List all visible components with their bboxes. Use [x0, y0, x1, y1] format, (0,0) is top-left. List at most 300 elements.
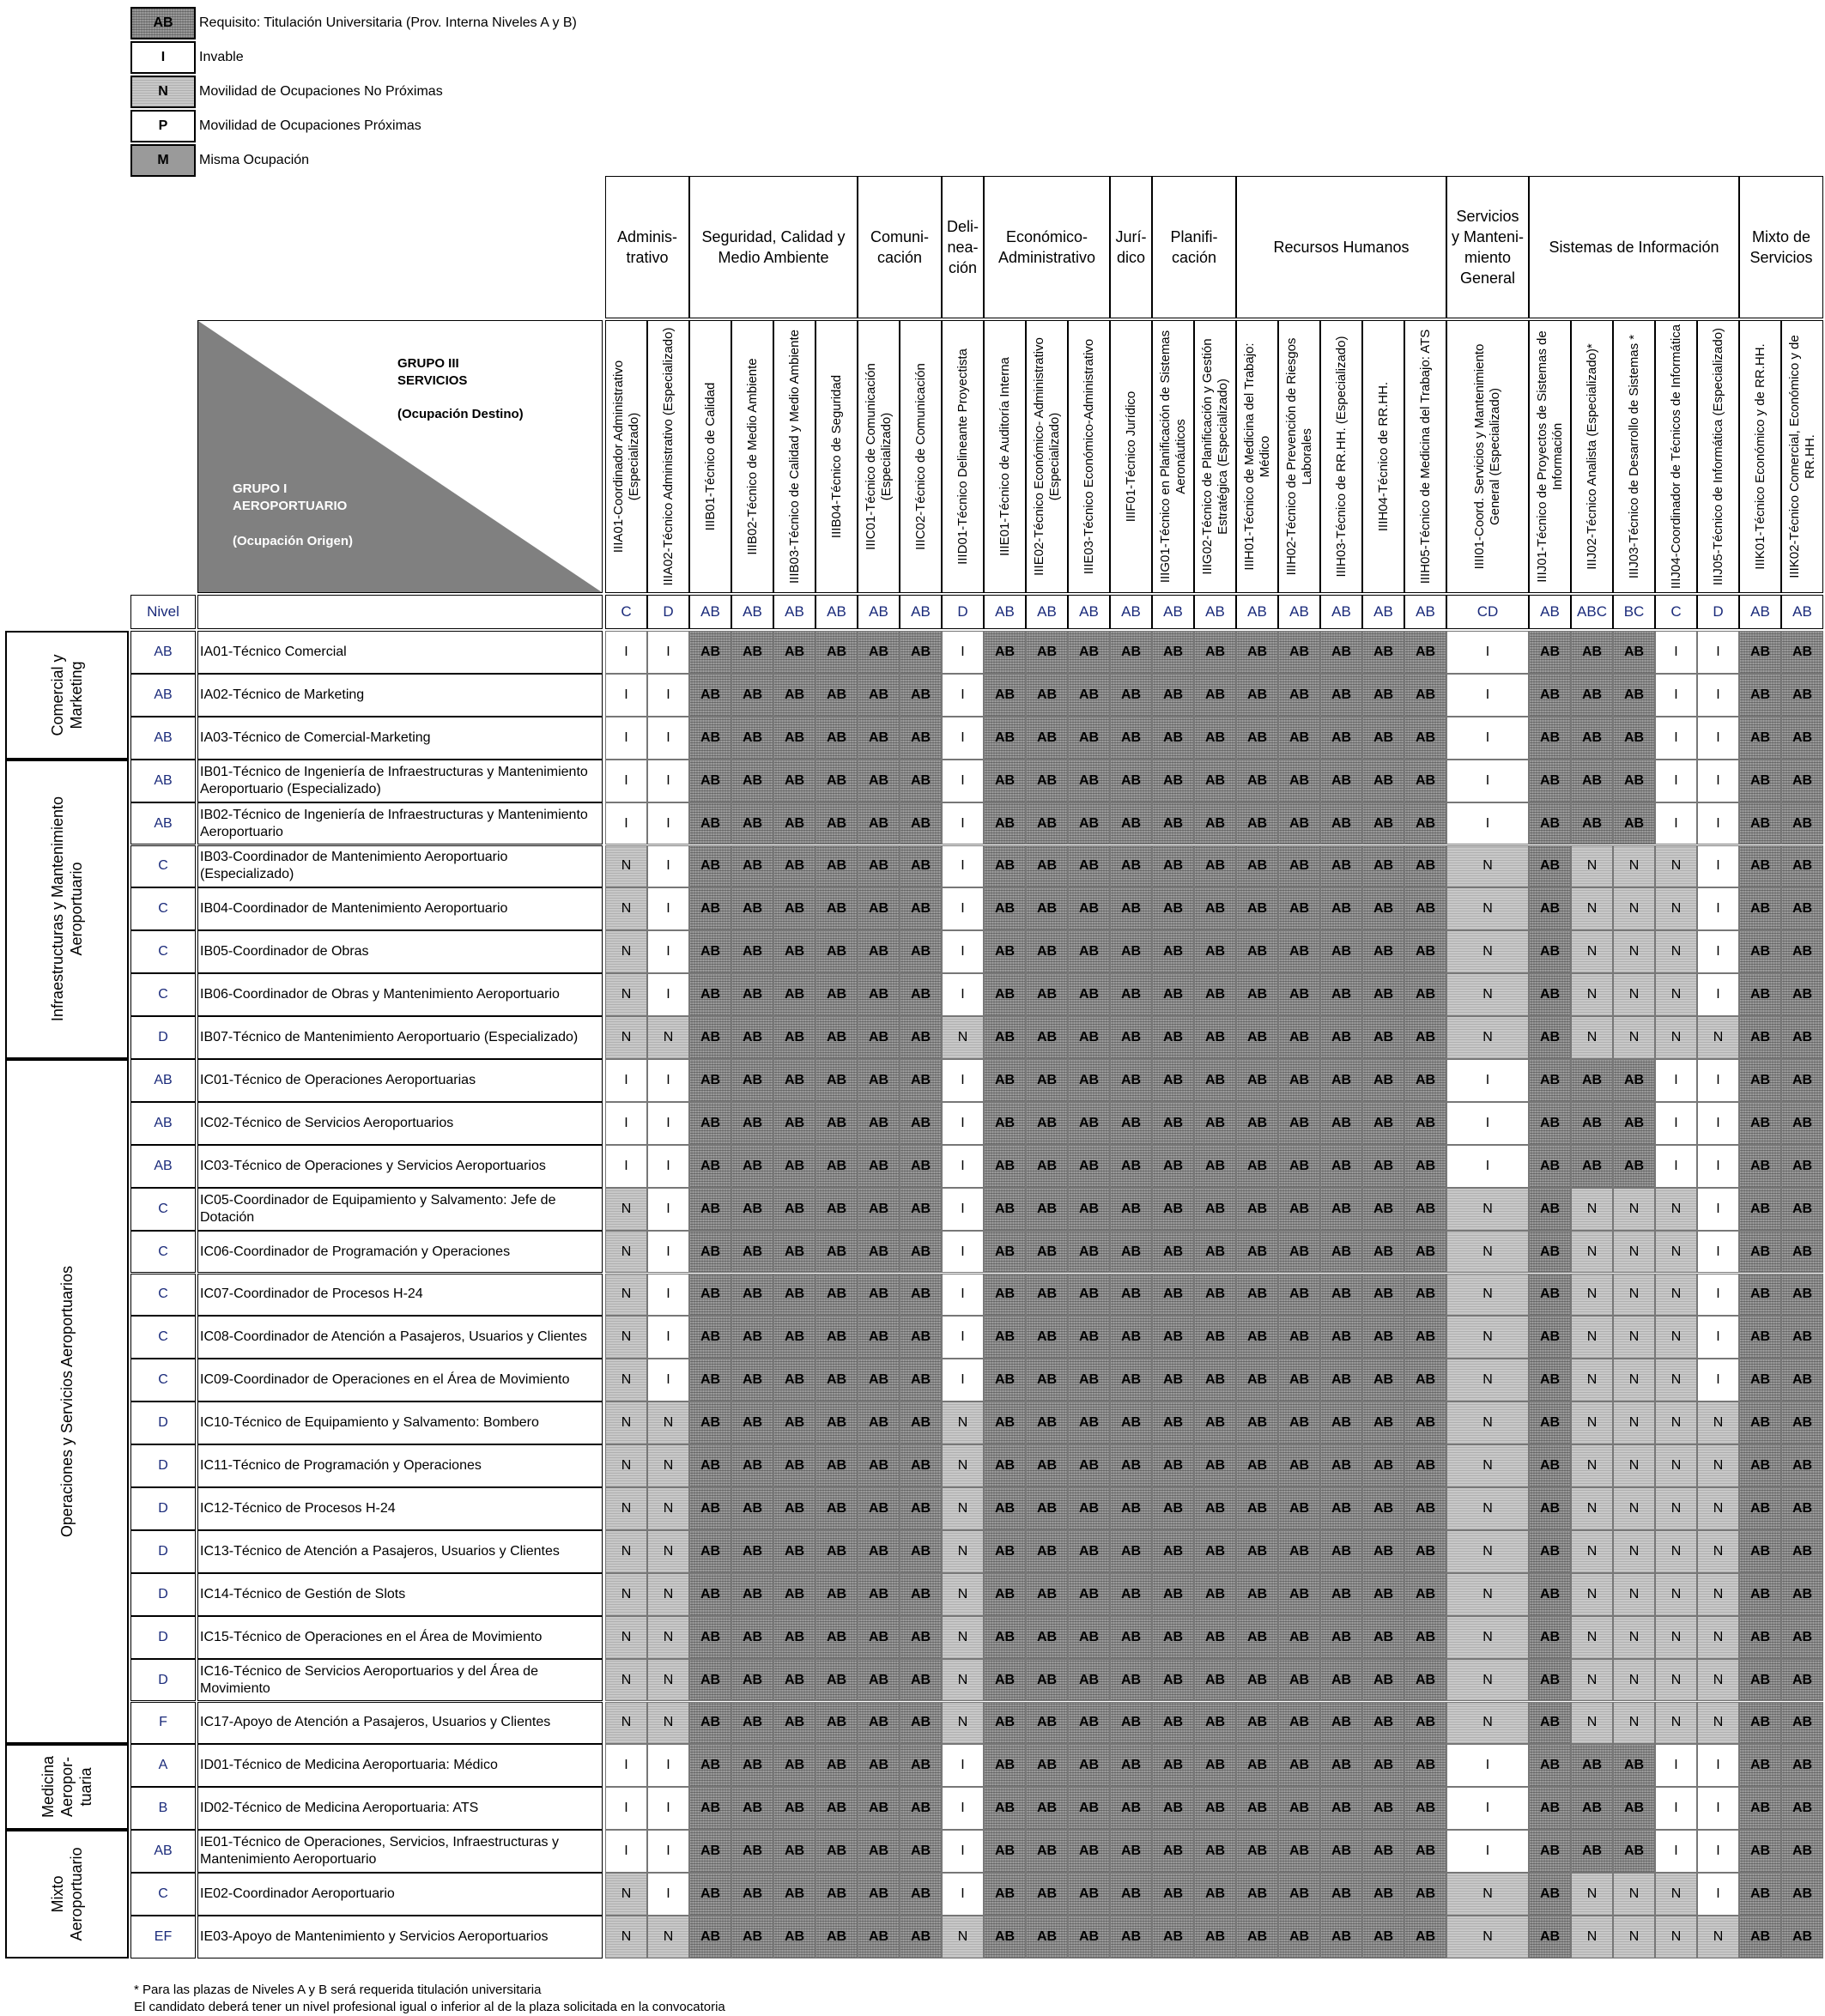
- matrix-cell: AB: [1278, 1145, 1320, 1188]
- origin-occupation: IC07-Coordinador de Procesos H-24: [197, 1274, 603, 1317]
- matrix-cell: AB: [1068, 1059, 1110, 1102]
- matrix-cell: AB: [1278, 1402, 1320, 1444]
- matrix-cell: AB: [1278, 1487, 1320, 1530]
- matrix-cell: AB: [1026, 1787, 1068, 1830]
- matrix-cell: AB: [773, 1274, 815, 1317]
- matrix-cell: N: [605, 1916, 647, 1958]
- origin-group-label: [5, 1744, 129, 1830]
- matrix-cell: AB: [900, 717, 942, 760]
- matrix-cell: AB: [689, 1102, 731, 1145]
- matrix-cell: AB: [858, 1016, 900, 1059]
- matrix-cell: I: [1697, 802, 1739, 845]
- matrix-cell: AB: [1739, 674, 1781, 717]
- category-header: Mixto de Servicios: [1739, 176, 1823, 318]
- matrix-cell: N: [1613, 1402, 1655, 1444]
- column-header-label: IIIE02-Técnico Económico- Administrativo (Especializado): [1031, 337, 1062, 576]
- matrix-cell: AB: [815, 930, 858, 973]
- matrix-cell: AB: [1781, 1702, 1823, 1745]
- matrix-cell: AB: [1739, 1530, 1781, 1573]
- matrix-cell: AB: [773, 1530, 815, 1573]
- matrix-cell: I: [1697, 1188, 1739, 1231]
- matrix-cell: AB: [815, 1402, 858, 1444]
- matrix-cell: AB: [1236, 887, 1278, 930]
- matrix-cell: N: [605, 1402, 647, 1444]
- matrix-cell: AB: [1026, 1145, 1068, 1188]
- category-header: Sistemas de Información: [1529, 176, 1739, 318]
- matrix-cell: AB: [689, 1016, 731, 1059]
- matrix-cell: AB: [1152, 760, 1194, 802]
- matrix-cell: AB: [1026, 1444, 1068, 1487]
- matrix-cell: AB: [1320, 1359, 1362, 1402]
- matrix-cell: N: [1613, 1231, 1655, 1274]
- matrix-cell: AB: [731, 1744, 773, 1787]
- origin-occupation: IC16-Técnico de Servicios Aeroportuarios y del Área de Movimiento: [197, 1659, 603, 1702]
- matrix-cell: AB: [773, 1873, 815, 1916]
- matrix-cell: AB: [1152, 1444, 1194, 1487]
- matrix-cell: I: [1655, 760, 1697, 802]
- matrix-cell: I: [1446, 631, 1529, 674]
- matrix-cell: AB: [1194, 845, 1236, 888]
- matrix-cell: AB: [1404, 1316, 1446, 1359]
- matrix-cell: AB: [1026, 1659, 1068, 1702]
- matrix-cell: AB: [1529, 631, 1571, 674]
- matrix-cell: AB: [1320, 1830, 1362, 1873]
- matrix-cell: I: [1446, 1059, 1529, 1102]
- matrix-cell: I: [942, 802, 984, 845]
- matrix-cell: AB: [731, 1016, 773, 1059]
- matrix-cell: AB: [1068, 760, 1110, 802]
- matrix-cell: N: [647, 1402, 689, 1444]
- matrix-cell: AB: [984, 760, 1026, 802]
- matrix-cell: AB: [1026, 845, 1068, 888]
- column-header: [1026, 320, 1068, 593]
- matrix-cell: AB: [773, 1916, 815, 1958]
- column-header-label: IIID01-Técnico Delineante Proyectista: [955, 348, 970, 565]
- matrix-cell: AB: [1110, 1873, 1152, 1916]
- matrix-cell: AB: [1026, 760, 1068, 802]
- origin-group-text: Comercial y Marketing: [49, 654, 85, 736]
- matrix-cell: AB: [984, 1359, 1026, 1402]
- legend-label: Requisito: Titulación Universitaria (Prov. Interna Niveles A y B): [199, 15, 577, 30]
- matrix-cell: AB: [1236, 1530, 1278, 1573]
- matrix-cell: AB: [1152, 973, 1194, 1016]
- matrix-cell: AB: [1404, 1016, 1446, 1059]
- matrix-cell: AB: [1739, 1616, 1781, 1659]
- matrix-cell: AB: [1194, 1659, 1236, 1702]
- matrix-cell: N: [1697, 1702, 1739, 1745]
- matrix-cell: AB: [858, 1402, 900, 1444]
- matrix-cell: AB: [1278, 1530, 1320, 1573]
- matrix-cell: AB: [815, 1616, 858, 1659]
- column-header: [1613, 320, 1655, 593]
- matrix-cell: AB: [984, 1830, 1026, 1873]
- matrix-cell: AB: [815, 1102, 858, 1145]
- matrix-cell: AB: [1362, 1487, 1404, 1530]
- matrix-cell: AB: [984, 1444, 1026, 1487]
- origin-level: C: [130, 1873, 196, 1916]
- matrix-cell: AB: [1739, 717, 1781, 760]
- matrix-cell: AB: [1781, 1573, 1823, 1616]
- matrix-cell: AB: [1278, 802, 1320, 845]
- matrix-cell: AB: [773, 717, 815, 760]
- matrix-cell: AB: [858, 1830, 900, 1873]
- origin-level: D: [130, 1402, 196, 1444]
- matrix-cell: I: [1697, 1059, 1739, 1102]
- destination-level: AB: [689, 595, 731, 629]
- matrix-cell: AB: [815, 674, 858, 717]
- matrix-cell: I: [1697, 1359, 1739, 1402]
- matrix-cell: AB: [858, 1659, 900, 1702]
- matrix-cell: AB: [1404, 674, 1446, 717]
- matrix-cell: N: [1613, 1616, 1655, 1659]
- matrix-cell: I: [1697, 1274, 1739, 1317]
- matrix-cell: AB: [1781, 973, 1823, 1016]
- matrix-cell: AB: [900, 1830, 942, 1873]
- matrix-cell: AB: [1320, 802, 1362, 845]
- origin-level: D: [130, 1616, 196, 1659]
- matrix-cell: AB: [1068, 930, 1110, 973]
- destination-level: BC: [1613, 595, 1655, 629]
- matrix-cell: AB: [1152, 631, 1194, 674]
- matrix-cell: AB: [1152, 802, 1194, 845]
- matrix-cell: AB: [773, 1787, 815, 1830]
- matrix-cell: AB: [1278, 674, 1320, 717]
- matrix-cell: N: [1571, 1659, 1613, 1702]
- matrix-cell: AB: [1236, 1145, 1278, 1188]
- origin-level: AB: [130, 717, 196, 760]
- matrix-cell: AB: [1613, 1102, 1655, 1145]
- column-header: [1068, 320, 1110, 593]
- matrix-cell: I: [647, 887, 689, 930]
- matrix-cell: AB: [1110, 1659, 1152, 1702]
- matrix-cell: AB: [858, 802, 900, 845]
- matrix-cell: AB: [1236, 1787, 1278, 1830]
- matrix-cell: I: [942, 1316, 984, 1359]
- matrix-cell: N: [605, 1873, 647, 1916]
- matrix-cell: AB: [1404, 1145, 1446, 1188]
- matrix-cell: N: [1446, 1402, 1529, 1444]
- matrix-cell: AB: [1404, 1873, 1446, 1916]
- matrix-cell: AB: [1278, 1359, 1320, 1402]
- matrix-cell: N: [1613, 930, 1655, 973]
- matrix-cell: AB: [773, 1145, 815, 1188]
- destination-level: AB: [1152, 595, 1194, 629]
- matrix-cell: AB: [1194, 1702, 1236, 1745]
- matrix-cell: AB: [815, 1702, 858, 1745]
- matrix-cell: AB: [1026, 674, 1068, 717]
- matrix-cell: AB: [1362, 1274, 1404, 1317]
- matrix-cell: I: [1697, 973, 1739, 1016]
- matrix-cell: AB: [1278, 1274, 1320, 1317]
- matrix-cell: AB: [984, 1059, 1026, 1102]
- matrix-cell: AB: [900, 1359, 942, 1402]
- matrix-cell: N: [1613, 1573, 1655, 1616]
- column-header: [731, 320, 773, 593]
- matrix-cell: AB: [1236, 1444, 1278, 1487]
- matrix-cell: N: [1655, 1188, 1697, 1231]
- origin-level: D: [130, 1659, 196, 1702]
- matrix-cell: N: [1571, 1573, 1613, 1616]
- matrix-cell: AB: [1236, 1659, 1278, 1702]
- legend-label: Invable: [199, 50, 244, 64]
- matrix-cell: AB: [1529, 1102, 1571, 1145]
- matrix-cell: I: [942, 930, 984, 973]
- matrix-cell: AB: [815, 1787, 858, 1830]
- dest-group-subtitle: (Ocupación Destino): [397, 407, 524, 421]
- matrix-cell: N: [1613, 1530, 1655, 1573]
- origin-occupation: IC02-Técnico de Servicios Aeroportuarios: [197, 1102, 603, 1145]
- matrix-cell: AB: [689, 1616, 731, 1659]
- matrix-cell: AB: [773, 802, 815, 845]
- matrix-cell: N: [647, 1659, 689, 1702]
- destination-level: AB: [984, 595, 1026, 629]
- matrix-cell: AB: [731, 1102, 773, 1145]
- legend-swatch-i: I: [130, 41, 196, 74]
- matrix-cell: I: [1697, 1316, 1739, 1359]
- matrix-cell: I: [942, 1102, 984, 1145]
- matrix-cell: I: [605, 1145, 647, 1188]
- matrix-cell: AB: [900, 973, 942, 1016]
- matrix-cell: AB: [1110, 1274, 1152, 1317]
- matrix-cell: I: [1446, 717, 1529, 760]
- matrix-cell: N: [1613, 1188, 1655, 1231]
- matrix-cell: I: [1655, 631, 1697, 674]
- matrix-cell: I: [1697, 1830, 1739, 1873]
- matrix-cell: AB: [1739, 1102, 1781, 1145]
- column-header: [1362, 320, 1404, 593]
- matrix-cell: AB: [1320, 1873, 1362, 1916]
- matrix-cell: N: [647, 1487, 689, 1530]
- matrix-cell: I: [942, 1830, 984, 1873]
- matrix-cell: AB: [1278, 1873, 1320, 1916]
- matrix-cell: AB: [1320, 1530, 1362, 1573]
- matrix-cell: AB: [900, 1102, 942, 1145]
- matrix-cell: AB: [1781, 1744, 1823, 1787]
- matrix-cell: AB: [900, 845, 942, 888]
- origin-level: C: [130, 973, 196, 1016]
- matrix-cell: AB: [1362, 1530, 1404, 1573]
- matrix-cell: AB: [1571, 717, 1613, 760]
- origin-group-label: [5, 1059, 129, 1744]
- matrix-cell: AB: [984, 674, 1026, 717]
- column-header-label: IIIB03-Técnico de Calidad y Medio Ambiente: [786, 330, 802, 584]
- column-header-label: IIIJ05-Técnico de Informática (Especializado): [1710, 327, 1725, 586]
- matrix-cell: AB: [1613, 1787, 1655, 1830]
- matrix-cell: AB: [1194, 1573, 1236, 1616]
- matrix-cell: AB: [689, 717, 731, 760]
- matrix-cell: AB: [731, 631, 773, 674]
- matrix-cell: AB: [858, 1530, 900, 1573]
- matrix-cell: N: [1446, 845, 1529, 888]
- matrix-cell: AB: [689, 1659, 731, 1702]
- matrix-cell: AB: [815, 1359, 858, 1402]
- matrix-cell: AB: [1152, 1059, 1194, 1102]
- matrix-cell: N: [605, 1659, 647, 1702]
- matrix-cell: AB: [1739, 1016, 1781, 1059]
- matrix-cell: AB: [1236, 1830, 1278, 1873]
- matrix-cell: AB: [1739, 760, 1781, 802]
- matrix-cell: AB: [1362, 1873, 1404, 1916]
- matrix-cell: AB: [773, 1102, 815, 1145]
- matrix-cell: I: [605, 1102, 647, 1145]
- matrix-cell: AB: [1110, 1787, 1152, 1830]
- matrix-cell: AB: [1026, 1016, 1068, 1059]
- matrix-cell: AB: [1320, 674, 1362, 717]
- matrix-cell: AB: [1278, 1102, 1320, 1145]
- matrix-cell: AB: [984, 1016, 1026, 1059]
- matrix-cell: AB: [1571, 1102, 1613, 1145]
- matrix-cell: N: [1571, 1916, 1613, 1958]
- matrix-cell: N: [1446, 1359, 1529, 1402]
- matrix-cell: AB: [1236, 717, 1278, 760]
- matrix-cell: AB: [773, 1744, 815, 1787]
- matrix-cell: I: [942, 1188, 984, 1231]
- matrix-cell: AB: [900, 1231, 942, 1274]
- matrix-cell: AB: [1613, 717, 1655, 760]
- matrix-cell: AB: [900, 930, 942, 973]
- matrix-cell: AB: [984, 1316, 1026, 1359]
- matrix-cell: AB: [1362, 760, 1404, 802]
- column-header: [689, 320, 731, 593]
- matrix-cell: I: [1446, 1787, 1529, 1830]
- matrix-cell: N: [605, 887, 647, 930]
- category-header: Jurí- dico: [1110, 176, 1152, 318]
- matrix-cell: AB: [1404, 631, 1446, 674]
- matrix-cell: AB: [1362, 887, 1404, 930]
- matrix-cell: AB: [731, 1530, 773, 1573]
- matrix-cell: AB: [1529, 760, 1571, 802]
- matrix-cell: AB: [858, 1744, 900, 1787]
- matrix-cell: AB: [984, 1616, 1026, 1659]
- matrix-cell: AB: [1194, 717, 1236, 760]
- matrix-cell: AB: [1236, 1059, 1278, 1102]
- matrix-cell: N: [1613, 1702, 1655, 1745]
- matrix-cell: I: [605, 717, 647, 760]
- matrix-cell: AB: [773, 1616, 815, 1659]
- matrix-cell: AB: [1529, 1702, 1571, 1745]
- matrix-cell: I: [942, 1274, 984, 1317]
- matrix-cell: I: [1697, 674, 1739, 717]
- matrix-cell: N: [1655, 1487, 1697, 1530]
- matrix-cell: N: [1697, 1573, 1739, 1616]
- matrix-cell: AB: [1320, 1402, 1362, 1444]
- origin-occupation: IB06-Coordinador de Obras y Mantenimiento Aeroportuario: [197, 973, 603, 1016]
- matrix-cell: I: [1446, 1830, 1529, 1873]
- matrix-cell: I: [647, 1830, 689, 1873]
- matrix-cell: AB: [1781, 930, 1823, 973]
- matrix-cell: AB: [1404, 1059, 1446, 1102]
- matrix-cell: AB: [1739, 1188, 1781, 1231]
- matrix-cell: AB: [1278, 760, 1320, 802]
- matrix-cell: AB: [773, 1402, 815, 1444]
- matrix-cell: AB: [984, 1573, 1026, 1616]
- matrix-cell: AB: [1026, 1359, 1068, 1402]
- matrix-cell: N: [1655, 1016, 1697, 1059]
- matrix-cell: N: [1446, 1487, 1529, 1530]
- matrix-cell: AB: [858, 930, 900, 973]
- origin-occupation: IE01-Técnico de Operaciones, Servicios, Infraestructuras y Mantenimiento Aeroportuario: [197, 1830, 603, 1873]
- nivel-header-blank: [197, 595, 603, 629]
- matrix-cell: I: [942, 1145, 984, 1188]
- matrix-cell: AB: [689, 1702, 731, 1745]
- matrix-cell: AB: [1739, 930, 1781, 973]
- matrix-cell: AB: [900, 1016, 942, 1059]
- column-header: [1697, 320, 1739, 593]
- corner-header: [197, 320, 603, 593]
- matrix-cell: AB: [1026, 717, 1068, 760]
- column-header: [1404, 320, 1446, 593]
- matrix-cell: AB: [1068, 674, 1110, 717]
- matrix-cell: AB: [1026, 1916, 1068, 1958]
- column-header: [858, 320, 900, 593]
- matrix-cell: AB: [1781, 1316, 1823, 1359]
- matrix-cell: N: [1613, 887, 1655, 930]
- matrix-cell: AB: [1613, 1744, 1655, 1787]
- column-header: [900, 320, 942, 593]
- matrix-cell: I: [942, 1744, 984, 1787]
- matrix-cell: I: [605, 1059, 647, 1102]
- matrix-cell: AB: [689, 887, 731, 930]
- origin-occupation: IE02-Coordinador Aeroportuario: [197, 1873, 603, 1916]
- matrix-cell: AB: [1571, 802, 1613, 845]
- matrix-cell: AB: [1236, 1916, 1278, 1958]
- matrix-cell: AB: [1236, 1873, 1278, 1916]
- matrix-cell: AB: [1404, 1616, 1446, 1659]
- matrix-cell: AB: [984, 1530, 1026, 1573]
- matrix-cell: AB: [1278, 1231, 1320, 1274]
- matrix-cell: AB: [1110, 1487, 1152, 1530]
- matrix-cell: AB: [773, 1016, 815, 1059]
- matrix-cell: AB: [689, 674, 731, 717]
- matrix-cell: AB: [689, 1787, 731, 1830]
- matrix-cell: N: [1571, 1444, 1613, 1487]
- matrix-cell: AB: [689, 1830, 731, 1873]
- matrix-cell: AB: [731, 1830, 773, 1873]
- matrix-cell: AB: [1529, 1359, 1571, 1402]
- matrix-cell: I: [1697, 760, 1739, 802]
- destination-level: AB: [1068, 595, 1110, 629]
- column-header-label: IIIB01-Técnico de Calidad: [702, 382, 718, 531]
- column-header: [1529, 320, 1571, 593]
- matrix-cell: I: [942, 1231, 984, 1274]
- matrix-cell: AB: [689, 973, 731, 1016]
- column-header: [605, 320, 647, 593]
- matrix-cell: N: [647, 1444, 689, 1487]
- matrix-cell: AB: [689, 930, 731, 973]
- matrix-cell: AB: [1613, 1830, 1655, 1873]
- destination-level: AB: [858, 595, 900, 629]
- matrix-cell: AB: [1236, 802, 1278, 845]
- matrix-cell: AB: [1152, 1616, 1194, 1659]
- matrix-cell: AB: [1068, 1573, 1110, 1616]
- origin-occupation: IC10-Técnico de Equipamiento y Salvamento: Bombero: [197, 1402, 603, 1444]
- matrix-cell: AB: [1404, 1659, 1446, 1702]
- destination-level: AB: [1320, 595, 1362, 629]
- matrix-cell: AB: [1320, 1487, 1362, 1530]
- matrix-cell: AB: [1739, 1873, 1781, 1916]
- matrix-cell: AB: [1236, 1102, 1278, 1145]
- matrix-cell: AB: [1278, 930, 1320, 973]
- matrix-cell: AB: [1362, 631, 1404, 674]
- matrix-cell: N: [605, 973, 647, 1016]
- matrix-cell: N: [1446, 1444, 1529, 1487]
- matrix-cell: AB: [1362, 717, 1404, 760]
- matrix-cell: AB: [1739, 1359, 1781, 1402]
- matrix-cell: AB: [1781, 1145, 1823, 1188]
- matrix-cell: AB: [900, 1274, 942, 1317]
- matrix-cell: I: [1697, 631, 1739, 674]
- matrix-cell: AB: [689, 802, 731, 845]
